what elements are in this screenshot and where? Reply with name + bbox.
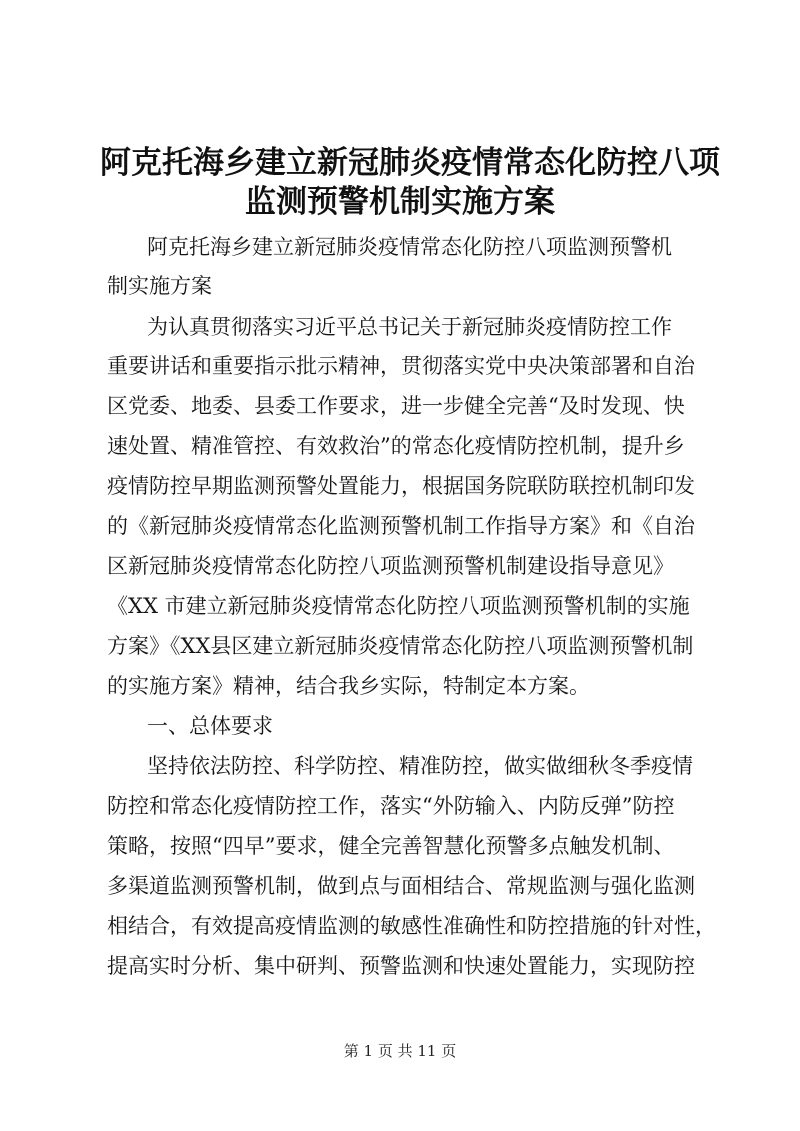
paragraph-line: 《XX 市建立新冠肺炎疫情常态化防控八项监测预警机制的实施: [107, 594, 690, 618]
paragraph-line: 相结合，有效提高疫情监测的敏感性准确性和防控措施的针对性，: [107, 914, 716, 938]
document-title-line-2: 监测预警机制实施方案: [245, 184, 555, 220]
paragraph-line: 重要讲话和重要指示批示精神，贯彻落实党中央决策部署和自治: [107, 354, 695, 378]
paragraph-line: 制实施方案: [107, 274, 212, 298]
paragraph-line: 防控和常态化疫情防控工作，落实“外防输入、内防反弹”防控: [107, 794, 675, 818]
paragraph-line: 疫情防控早期监测预警处置能力，根据国务院联防联控机制印发: [107, 474, 695, 498]
paragraph-line: 的《新冠肺炎疫情常态化监测预警机制工作指导方案》和《自治: [107, 514, 695, 538]
paragraph-line: 区新冠肺炎疫情常态化防控八项监测预警机制建设指导意见》: [107, 554, 674, 578]
paragraph-line: 速处置、精准管控、有效救治”的常态化疫情防控机制，提升乡: [107, 434, 685, 458]
section-heading: 一、总体要求: [147, 714, 273, 738]
paragraph-line: 阿克托海乡建立新冠肺炎疫情常态化防控八项监测预警机: [147, 235, 672, 259]
paragraph-line: 多渠道监测预警机制，做到点与面相结合、常规监测与强化监测: [107, 874, 695, 898]
paragraph-line: 策略，按照“四早”要求，健全完善智慧化预警多点触发机制、: [107, 834, 675, 858]
document-title-line-1: 阿克托海乡建立新冠肺炎疫情常态化防控八项: [100, 145, 720, 181]
paragraph-line: 为认真贯彻落实习近平总书记关于新冠肺炎疫情防控工作: [147, 315, 672, 339]
page-number-footer: 第 1 页 共 11 页: [343, 1042, 457, 1060]
paragraph-line: 区党委、地委、县委工作要求，进一步健全完善“及时发现、快: [107, 394, 685, 418]
paragraph-line: 的实施方案》精神，结合我乡实际，特制定本方案。: [107, 674, 590, 698]
paragraph-line: 提高实时分析、集中研判、预警监测和快速处置能力，实现防控: [107, 954, 695, 978]
paragraph-line: 坚持依法防控、科学防控、精准防控，做实做细秋冬季疫情: [147, 754, 693, 778]
paragraph-line: 方案》《XX县区建立新冠肺炎疫情常态化防控八项监测预警机制: [107, 634, 694, 658]
